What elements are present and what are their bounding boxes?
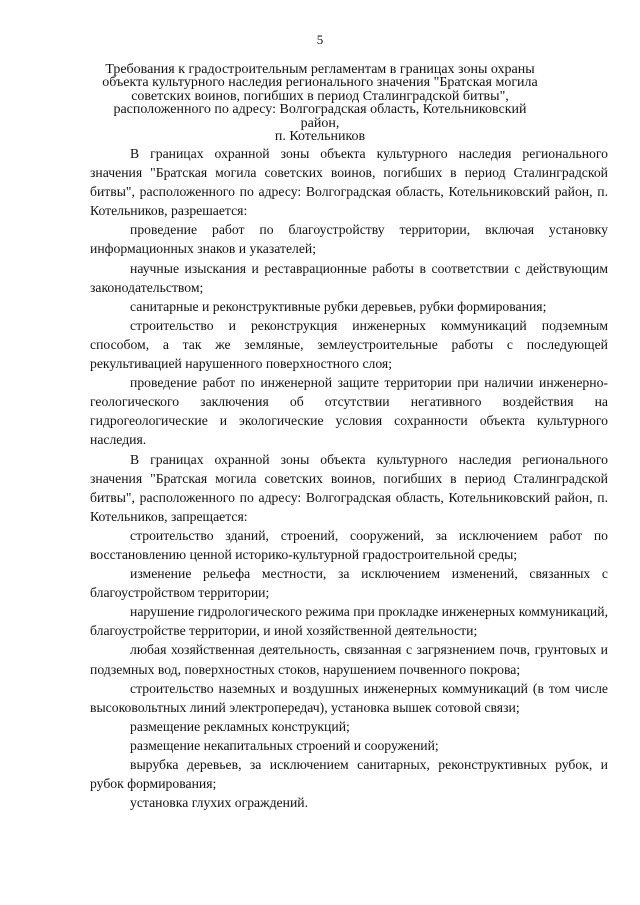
paragraph-prohibited-item: строительство наземных и воздушных инженерных коммуникаций (в том числе высоковольтных линий электропередач), установка вышек сотовой связи; bbox=[90, 680, 608, 715]
paragraph-prohibited-item: любая хозяйственная деятельность, связанная с загрязнением почв, грунтовых и подземных вод, поверхностных стоков, нарушением почвенного покрова; bbox=[90, 642, 608, 677]
paragraph-prohibited-item: строительство зданий, строений, сооружений, за исключением работ по восстановлению ценной историко-культурной градостроительной среды; bbox=[90, 527, 608, 562]
paragraph-permitted-item: проведение работ по инженерной защите территории при наличии инженерно-геологического заключения об отсутствии негативного воздействия на гидрогеологические и экологические условия сохранности объекта культурного наследия. bbox=[90, 375, 608, 448]
paragraph-permitted-intro: В границах охранной зоны объекта культурного наследия регионального значения "Братская могила советских воинов, погибших в период Сталинградской битвы", расположенного по адресу: Волгоградская область, Котельниковский район, п. Котельников, разрешается: bbox=[90, 146, 608, 219]
paragraph-prohibited-item: размещение некапитальных строений и сооружений; bbox=[130, 737, 439, 753]
document-title bbox=[95, 63, 545, 143]
title-line: Требования к градостроительным регламентам в границах зоны охраны bbox=[105, 62, 535, 77]
paragraph-prohibited-item: установка глухих ограждений. bbox=[130, 795, 309, 811]
document-body bbox=[90, 144, 608, 812]
paragraph-prohibited-item: размещение рекламных конструкций; bbox=[130, 718, 350, 734]
title-line: объекта культурного наследия регионального значения "Братская могила bbox=[102, 75, 538, 91]
title-line: расположенного по адресу: Волгоградская область, Котельниковский район, bbox=[113, 102, 527, 131]
paragraph-permitted-item: санитарные и реконструктивные рубки деревьев, рубки формирования; bbox=[130, 298, 547, 314]
paragraph-permitted-item: строительство и реконструкция инженерных коммуникаций подземным способом, а так же земляные, землеустроительные работы с последующей рекультивацией нарушенного поверхностного слоя; bbox=[90, 317, 608, 372]
page-number: 5 bbox=[316, 32, 324, 47]
title-line: советских воинов, погибших в период Сталинградской битвы", bbox=[131, 88, 509, 104]
paragraph-permitted-item: проведение работ по благоустройству территории, включая установку информационных знаков и указателей; bbox=[90, 222, 608, 257]
paragraph-prohibited-item: вырубка деревьев, за исключением санитарных, реконструктивных рубок, и рубок формирования; bbox=[90, 757, 608, 792]
paragraph-prohibited-intro: В границах охранной зоны объекта культурного наследия регионального значения "Братская могила советских воинов, погибших в период Сталинградской битвы", расположенного по адресу: Волгоградская область, Котельниковский район, п. Котельников, запрещается: bbox=[90, 451, 608, 524]
paragraph-permitted-item: научные изыскания и реставрационные работы в соответствии с действующим законодательством; bbox=[90, 260, 608, 295]
title-line: п. Котельников bbox=[274, 129, 366, 145]
paragraph-prohibited-item: нарушение гидрологического режима при прокладке инженерных коммуникаций, благоустройстве территории, и иной хозяйственной деятельности; bbox=[90, 604, 608, 639]
paragraph-prohibited-item: изменение рельефа местности, за исключением изменений, связанных с благоустройством территории; bbox=[90, 566, 608, 601]
